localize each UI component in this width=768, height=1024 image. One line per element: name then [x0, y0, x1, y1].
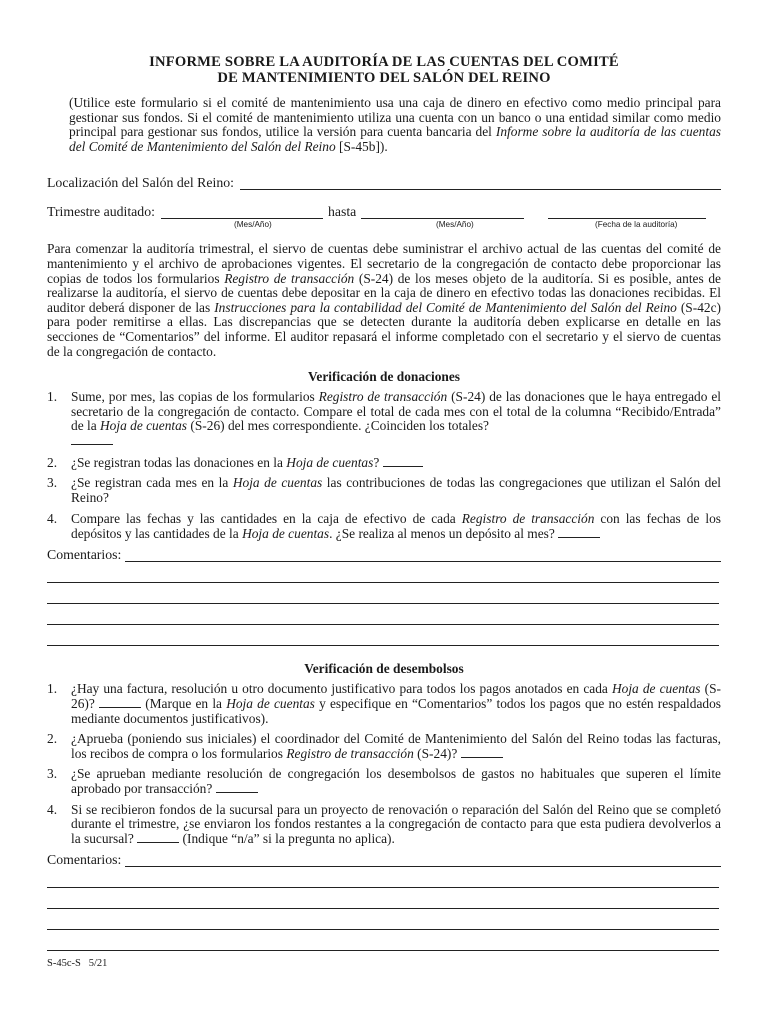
caption-month-year-end: (Mes/Año): [436, 220, 474, 230]
donations-question-4: [47, 512, 721, 541]
form-title-line-2: DE MANTENIMIENTO DEL SALÓN DEL REINO: [217, 70, 551, 86]
question-number: 1.: [47, 681, 58, 697]
form-date: 5/21: [88, 958, 108, 969]
donations-comment-line[interactable]: [47, 645, 719, 646]
question-text: con las fechas de los depósitos y las cantidades de la: [71, 511, 721, 541]
question-text: ?: [373, 454, 380, 470]
form-code: S-45c-S: [47, 958, 81, 969]
quarter-label: Trimestre auditado:: [47, 204, 155, 220]
intro-italic-title: Informe sobre la auditoría de las cuentas del Comité de Mantenimiento del Salón del Reino: [69, 124, 721, 154]
quarter-row: [47, 204, 721, 219]
question-number: 3.: [47, 766, 58, 782]
answer-blank[interactable]: [99, 697, 141, 708]
answer-blank[interactable]: [71, 434, 113, 445]
instructions-italic-1: Registro de transacción: [224, 270, 355, 286]
question-italic: Registro de transacción: [318, 389, 448, 405]
answer-blank[interactable]: [137, 832, 179, 843]
disbursements-comments-input[interactable]: [125, 855, 721, 867]
question-number: 4.: [47, 511, 58, 527]
question-italic: Hoja de cuentas: [226, 696, 315, 712]
question-text: y especifique en “Comentarios” todos los pagos que no estén respaldados mediante documentos justificativos).: [71, 696, 721, 726]
question-text: Sume, por mes, las copias de los formularios: [71, 389, 319, 405]
donations-section-title: Verificación de donaciones: [307, 369, 460, 385]
form-footer: [47, 958, 107, 970]
question-text: . ¿Se realiza al menos un depósito al mes?: [329, 525, 555, 541]
question-text: ¿Se aprueban mediante resolución de congregación los desembolsos de gastos no habituales que superen el límite aprobado por transacción?: [71, 766, 721, 797]
disbursements-question-3: [47, 767, 721, 796]
question-text: (Marque en la: [141, 696, 227, 712]
disbursements-question-1: [47, 682, 721, 726]
audit-form: [47, 54, 721, 951]
answer-blank[interactable]: [216, 782, 258, 793]
intro-text-2: [S-45b]).: [335, 138, 388, 154]
instructions-paragraph: [47, 242, 721, 359]
instructions-text-3: (S-42c) para poder remitirse a ellas. Las discrepancias que se detecten durante la auditoría deben explicarse en detalle en las secciones de “Comentarios” del informe. El auditor repasará el informe completado con el secretario y el siervo de cuentas de la congregación de contacto.: [47, 299, 722, 359]
disbursements-section-title: Verificación de desembolsos: [304, 661, 464, 677]
question-italic: Registro de transacción: [286, 745, 414, 761]
instructions-text-2: (S-24) de los meses objeto de la auditoría. Si es posible, antes de realizarse la auditoría, el siervo de cuentas debe depositar en la caja de dinero en efectivo todas las donaciones recibidas. El auditor deberá disponer de las: [47, 270, 721, 315]
question-text: ¿Se registran cada mes en la: [71, 475, 233, 491]
question-italic: Hoja de cuentas: [232, 475, 323, 491]
question-italic: Registro de transacción: [461, 511, 595, 527]
question-text: ¿Aprueba (poniendo sus iniciales) el coordinador del Comité de Mantenimiento del Salón del Reino todas las facturas, los recibos de compra o los formularios: [71, 731, 721, 761]
question-italic: Hoja de cuentas: [286, 454, 374, 470]
question-text: (S-24) de las donaciones que le haya entregado el secretario de la congregación de contacto. Compare el total de cada mes con el total de la columna “Recibido/Entrada” de la: [71, 389, 721, 434]
donations-question-3: [47, 476, 721, 505]
instructions-text-1: Para comenzar la auditoría trimestral, el siervo de cuentas debe suministrar el archivo actual de las cuentas del comité de mantenimiento y el archivo de aprobaciones vigentes. El secretario de la congregación de contacto debe proporcionar las copias de todos los formularios: [47, 241, 721, 286]
location-label: Localización del Salón del Reino:: [47, 175, 234, 191]
question-number: 2.: [47, 731, 58, 747]
intro-text-1: (Utilice este formulario si el comité de mantenimiento usa una caja de dinero en efectivo como medio principal para gestionar sus fondos. Si el comité de mantenimiento utiliza una cuenta con un banco o una entidad similar como medio principal para gestionar sus fondos, utilice la versión para cuenta bancaria del: [69, 95, 721, 140]
until-label: hasta: [327, 204, 357, 220]
intro-note: [69, 96, 721, 154]
donations-comments-row: [47, 547, 721, 562]
question-number: 1.: [47, 389, 58, 405]
question-text: ¿Se registran todas las donaciones en la: [71, 454, 287, 470]
disbursements-comment-line[interactable]: [47, 950, 719, 951]
caption-audit-date: (Fecha de la auditoría): [595, 220, 678, 230]
answer-blank[interactable]: [461, 747, 503, 758]
comments-label: Comentarios:: [47, 547, 122, 563]
disbursements-comments-row: [47, 852, 721, 867]
caption-month-year-start: (Mes/Año): [234, 220, 272, 230]
question-number: 3.: [47, 475, 58, 491]
form-title: [47, 54, 721, 86]
comments-label: Comentarios:: [47, 852, 122, 868]
question-italic: Hoja de cuentas: [100, 418, 188, 434]
disbursements-question-2: [47, 732, 721, 761]
question-number: 2.: [47, 454, 58, 470]
question-text: (S-24)?: [413, 745, 458, 761]
field-captions: [47, 219, 721, 231]
question-italic: Hoja de cuentas: [611, 681, 701, 697]
answer-blank[interactable]: [383, 456, 423, 467]
audit-date-input[interactable]: [548, 207, 706, 219]
question-text: (Indique “n/a” si la pregunta no aplica).: [179, 830, 395, 846]
instructions-italic-2: Instrucciones para la contabilidad del Comité de Mantenimiento del Salón del Reino: [214, 299, 677, 315]
question-text: Si se recibieron fondos de la sucursal para un proyecto de renovación o reparación del Salón del Reino que se completó durante el trimestre, ¿se enviaron los fondos restantes a la congregación de contacto para que esta pudiera devolverlos a la sucursal?: [71, 801, 721, 846]
form-title-line-1: INFORME SOBRE LA AUDITORÍA DE LAS CUENTAS DEL COMITÉ: [149, 54, 619, 70]
quarter-start-input[interactable]: [161, 207, 323, 219]
question-text: Compare las fechas y las cantidades en la caja de efectivo de cada: [71, 511, 462, 527]
disbursements-question-4: [47, 803, 721, 847]
donations-comments-input[interactable]: [125, 550, 721, 562]
answer-blank[interactable]: [558, 527, 600, 538]
question-italic: Hoja de cuentas: [242, 525, 330, 541]
question-text: (S-26) del mes correspondiente. ¿Coinciden los totales?: [187, 418, 489, 434]
quarter-end-input[interactable]: [361, 207, 524, 219]
location-input[interactable]: [240, 178, 721, 190]
question-text: las contribuciones de todas las congregaciones que utilizan el Salón del Reino?: [71, 475, 722, 505]
donations-question-1: [47, 390, 721, 448]
question-number: 4.: [47, 801, 58, 817]
donations-question-2: [47, 456, 721, 471]
question-text: ¿Hay una factura, resolución u otro documento justificativo para todos los pagos anotados en cada: [71, 681, 612, 697]
location-row: [47, 175, 721, 190]
question-text: (S-26)?: [71, 681, 721, 712]
